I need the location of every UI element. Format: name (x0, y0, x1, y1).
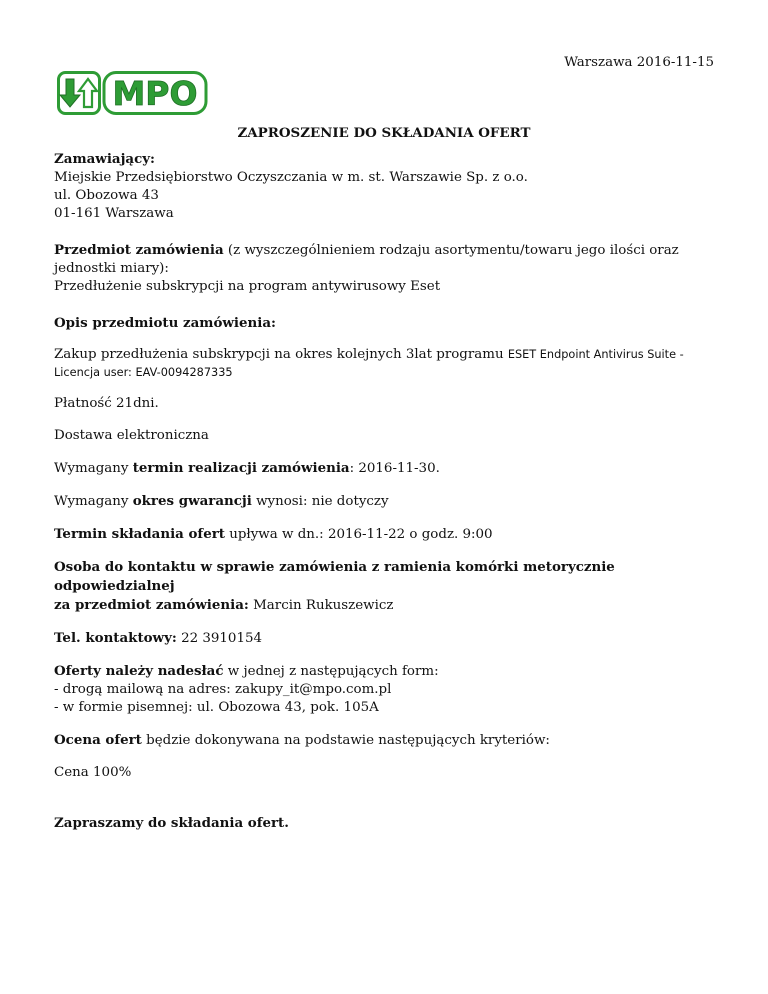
warranty-period: Wymagany okres gwarancji wynosi: nie dotyczy (54, 493, 389, 509)
submission-post: - w formie pisemnej: ul. Obozowa 43, pok. 105A (54, 700, 379, 715)
document-body (54, 150, 724, 833)
submission-methods: Oferty należy nadesłać w jednej z następujących form: - drogą mailową na adres: zakupy_it@mpo.com.pl - w formie pisemnej: ul. Obozowa 43, pok. 105A (54, 663, 439, 715)
submission-email: - drogą mailową na adres: zakupy_it@mpo.com.pl (54, 682, 392, 697)
ordering-party-street: ul. Obozowa 43 (54, 188, 159, 203)
ordering-party-label: Zamawiający: (54, 151, 155, 167)
description-text (54, 346, 724, 382)
evaluation-criteria: Ocena ofert będzie dokonywana na podstawie następujących kryteriów: (54, 732, 550, 748)
ordering-party-name: Miejskie Przedsiębiorstwo Oczyszczania w m. st. Warszawie Sp. z o.o. (54, 170, 528, 185)
closing-invitation: Zapraszamy do składania ofert. (54, 815, 289, 831)
description-main: Zakup przedłużenia subskrypcji na okres kolejnych 3lat programu (54, 347, 508, 362)
contact-phone: Tel. kontaktowy: 22 3910154 (54, 630, 263, 646)
offer-deadline: Termin składania ofert upływa w dn.: 2016-11-22 o godz. 9:00 (54, 526, 493, 542)
subject-note: (z wyszczególnieniem rodzaju asortymentu/towaru jego ilości oraz jednostki miary): (54, 243, 679, 276)
subject-section (54, 241, 694, 296)
delivery-method: Dostawa elektroniczna (54, 428, 209, 443)
document-date: Warszawa 2016-11-15 (564, 55, 714, 70)
contact-name: Marcin Rukuszewicz (248, 598, 394, 613)
ordering-party-section (54, 150, 724, 223)
product-name: ESET Endpoint Antivirus Suite - (507, 348, 684, 361)
description-heading: Opis przedmiotu zamówienia: (54, 315, 276, 331)
subject-value: Przedłużenie subskrypcji na program antywirusowy Eset (54, 279, 441, 294)
completion-deadline: Wymagany termin realizacji zamówienia: 2016-11-30. (54, 460, 440, 476)
ordering-party-city: 01-161 Warszawa (54, 206, 174, 221)
payment-terms: Płatność 21dni. (54, 396, 159, 411)
mpo-logo (57, 71, 208, 115)
mpo-logo-text: MPO (112, 74, 198, 113)
phone-number: 22 3910154 (176, 631, 263, 646)
license-number: Licencja user: EAV-0094287335 (54, 366, 233, 379)
subject-label: Przedmiot zamówienia (54, 242, 224, 258)
document-title: ZAPROSZENIE DO SKŁADANIA OFERT (237, 125, 531, 141)
price-criterion: Cena 100% (54, 765, 132, 780)
contact-person: Osoba do kontaktu w sprawie zamówienia z ramienia komórki metorycznie odpowiedzialnej za przedmiot zamówienia: Marcin Rukuszewicz (54, 559, 615, 613)
